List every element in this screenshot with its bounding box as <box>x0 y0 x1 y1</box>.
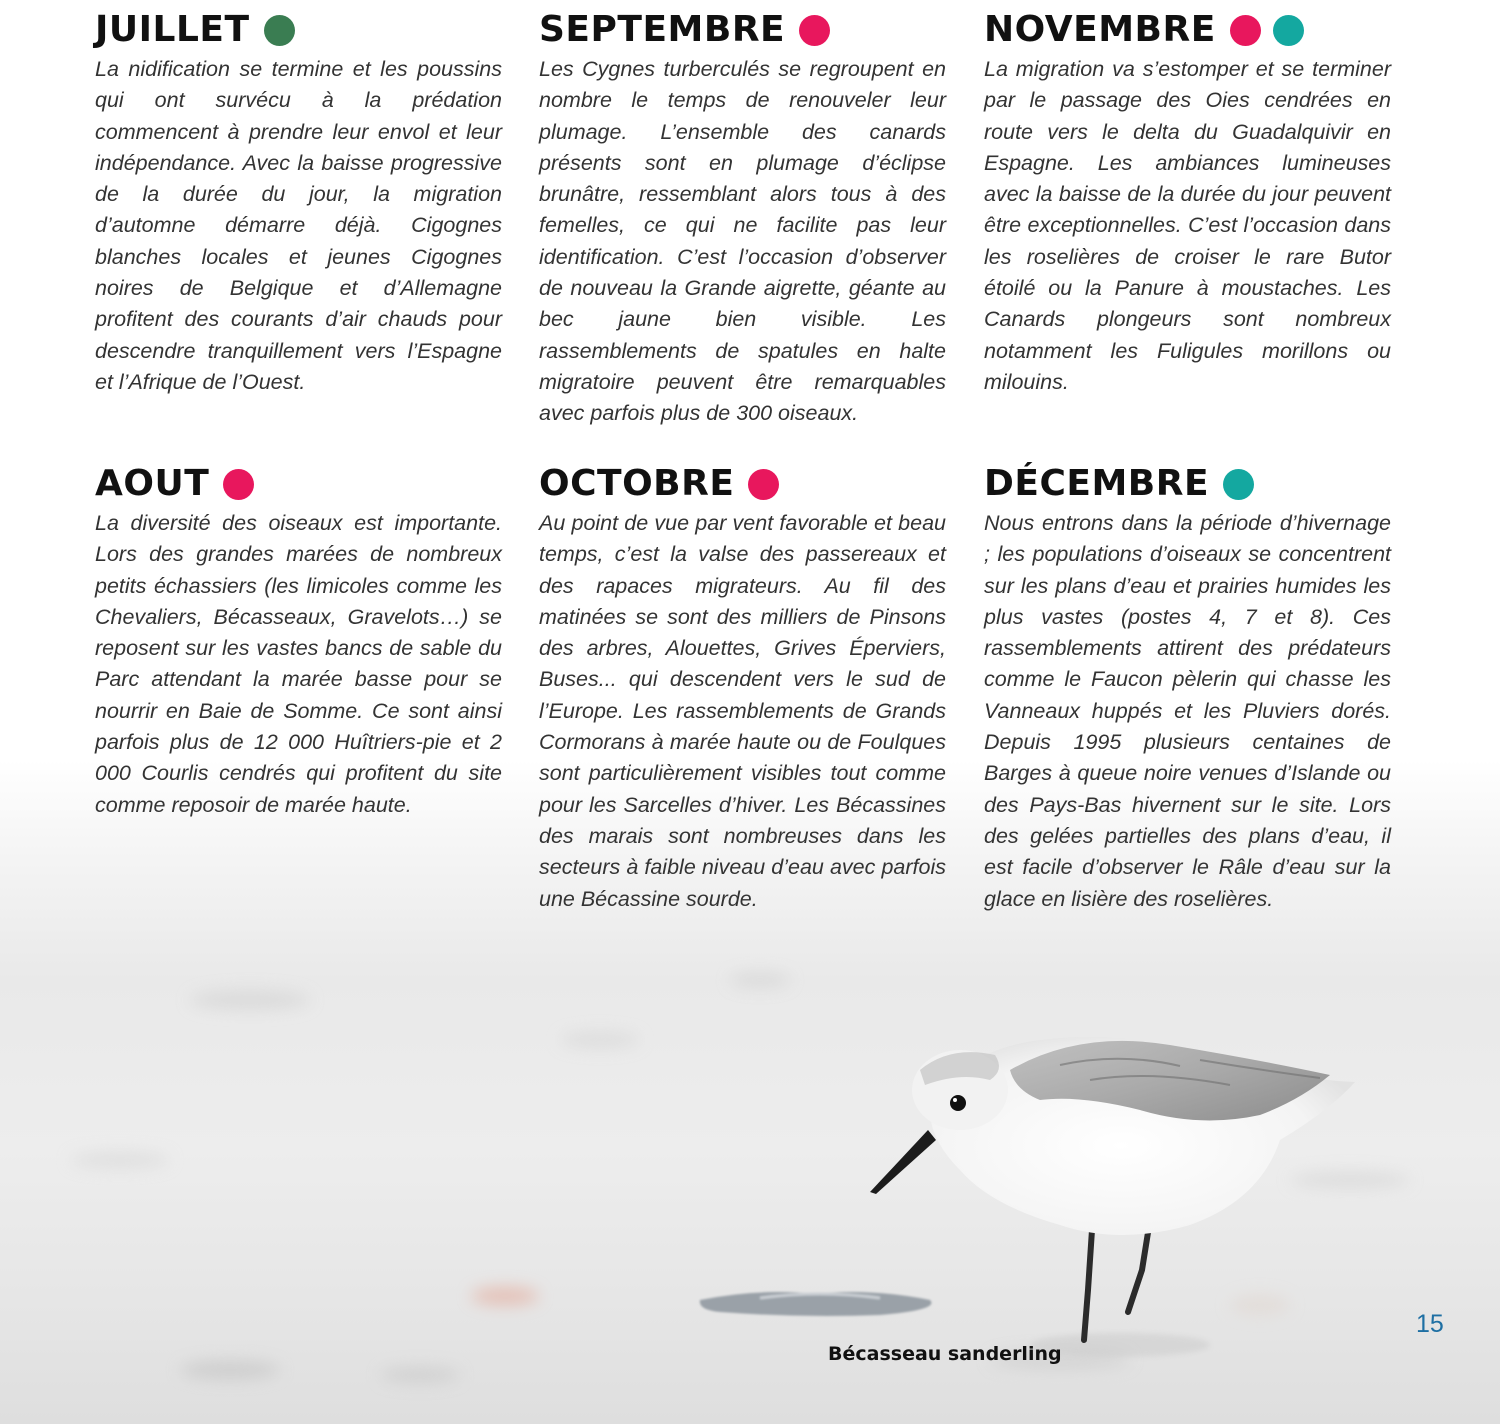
teal-dot-icon <box>1273 15 1304 46</box>
sanderling-bird <box>870 1037 1355 1340</box>
month-text: Les Cygnes turberculés se regroupent en nombre le temps de renouveler leur plumage. L’ensemble des canards présents sont en plumage d’éclipse brunâtre, ressemblant alors tous à des femelles, ce qui ne facilite pas leur identification. C’est l’occasion d’observer de nouveau la Grande aigrette, géante au bec jaune bien visible. Les rassemblements de spatules en halte migratoire peuvent être remarquables avec parfois plus de 300 oiseaux. <box>539 57 946 426</box>
month-juillet <box>95 8 502 398</box>
month-title: OCTOBRE <box>539 463 735 504</box>
month-octobre <box>539 462 946 915</box>
month-text: Nous entrons dans la période d’hivernage ; les populations d’oiseaux se concentrent sur les plans d’eau et prairies humides les plus vastes (postes 4, 7 et 8). Ces rassemblements attirent des prédateurs comme le Faucon pèlerin qui chasse les Vanneaux huppés et les Pluviers dorés. Depuis 1995 plusieurs centaines de Barges à queue noire venues d’Islande ou des Pays-Bas hivernent sur le site. Lors des gelées partielles des plans d’eau, il est facile d’observer le Râle d’eau sur la glace en lisière des roselières. <box>984 511 1391 911</box>
green-dot-icon <box>264 15 295 46</box>
month-heading <box>539 462 946 506</box>
month-title: AOUT <box>95 463 210 504</box>
pink-dot-icon <box>799 15 830 46</box>
month-decembre <box>984 462 1391 915</box>
month-aout <box>95 462 502 821</box>
month-novembre <box>984 8 1391 398</box>
month-septembre <box>539 8 946 430</box>
month-heading <box>984 8 1391 52</box>
pink-dot-icon <box>1230 15 1261 46</box>
month-text: La diversité des oiseaux est importante. Lors des grandes marées de nombreux petits échassiers (les limicoles comme les Chevaliers, Bécasseaux, Gravelots…) se reposent sur les vastes bancs de sable du Parc attendant la marée basse pour se nourrir en Baie de Somme. Ce sont ainsi parfois plus de 12 000 Huîtriers-pie et 2 000 Courlis cendrés qui profitent du site comme reposoir de marée haute. <box>95 511 502 817</box>
photo-caption: Bécasseau sanderling <box>828 1343 1062 1365</box>
month-text: Au point de vue par vent favorable et beau temps, c’est la valse des passereaux et des rapaces migrateurs. Au fil des matinées se sont des milliers de Pinsons des arbres, Alouettes, Grives Éperviers, Buses... qui descendent vers le sud de l’Europe. Les rassemblements de Grands Cormorans à marée haute ou de Foulques sont particulièrement visibles tout comme pour les Sarcelles d’hiver. Les Bécassines des marais sont nombreuses dans les secteurs à faible niveau d’eau avec parfois une Bécassine sourde. <box>539 511 946 911</box>
pink-dot-icon <box>748 469 779 500</box>
month-title: DÉCEMBRE <box>984 463 1210 504</box>
month-text: La migration va s’estomper et se terminer par le passage des Oies cendrées en route vers le delta du Guadalquivir en Espagne. Les ambiances lumineuses avec la baisse de la durée du jour peuvent être exceptionnelles. C’est l’occasion dans les roselières de croiser le rare Butor étoilé ou la Panure à moustaches. Les Canards plongeurs sont nombreux notamment les Fuligules morillons ou milouins. <box>984 57 1391 394</box>
month-title: NOVEMBRE <box>984 9 1216 50</box>
page-number: 15 <box>1416 1310 1444 1338</box>
month-heading <box>984 462 1391 506</box>
month-heading <box>95 8 502 52</box>
teal-dot-icon <box>1223 469 1254 500</box>
month-title: SEPTEMBRE <box>539 9 786 50</box>
month-heading <box>95 462 502 506</box>
month-text: La nidification se termine et les poussins qui ont survécu à la prédation commencent à prendre leur envol et leur indépendance. Avec la baisse progressive de la durée du jour, la migration d’automne démarre déjà. Cigognes blanches locales et jeunes Cigognes noires de Belgique et d’Allemagne profitent des courants d’air chauds pour descendre tranquillement vers l’Espagne et l’Afrique de l’Ouest. <box>95 57 502 394</box>
pink-dot-icon <box>223 469 254 500</box>
month-heading <box>539 8 946 52</box>
shell <box>700 1292 932 1316</box>
month-title: JUILLET <box>95 9 250 50</box>
